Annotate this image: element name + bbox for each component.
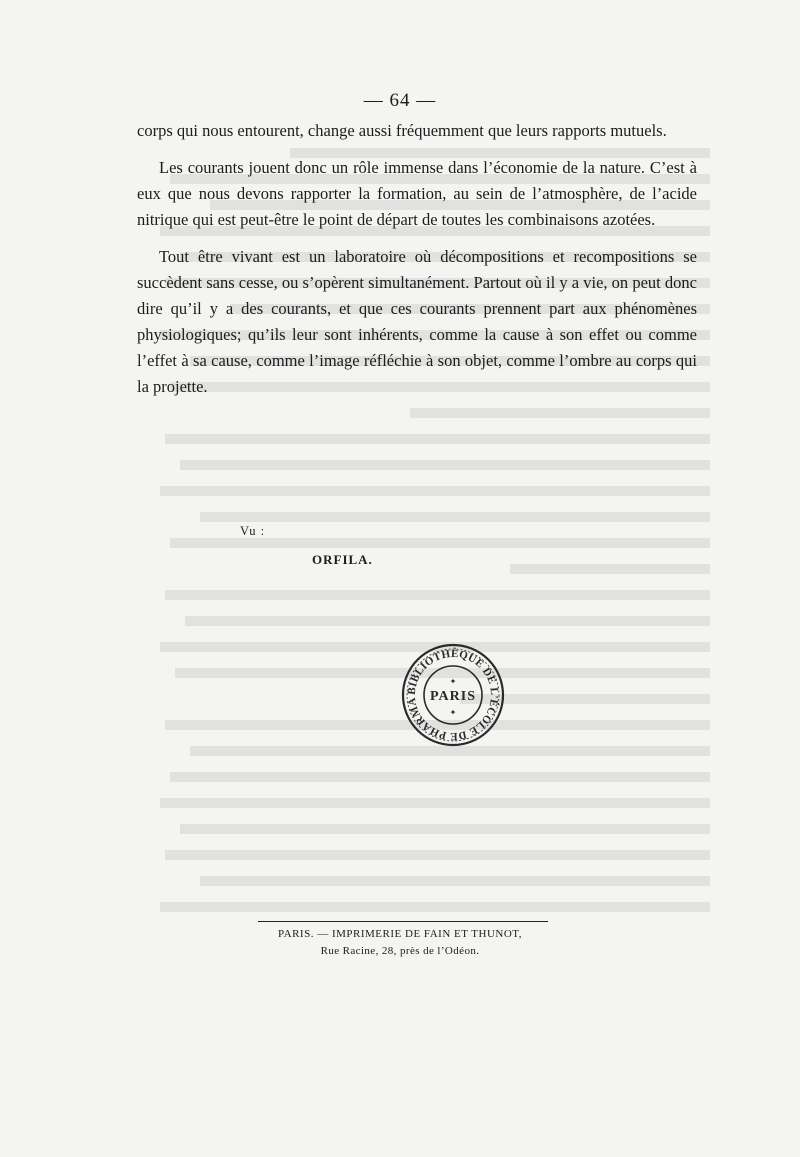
imprint-address: Rue Racine, 28, près de l’Odéon. — [320, 945, 480, 957]
paragraph: Les courants jouent donc un rôle immense dans l’économie de la nature. C’est à eux que nous devons rapporter la formation, au sein de l’atmosphère, de l’acide nitrique qui est peut-être le point de départ de toutes les combinaisons azotées. — [137, 158, 697, 229]
approval-vu: Vu : — [240, 524, 266, 538]
body-text — [137, 118, 697, 411]
paragraph: corps qui nous entourent, change aussi fréquemment que leurs rapports mutuels. — [137, 121, 667, 140]
imprint-divider — [258, 921, 548, 922]
svg-text:✦: ✦ — [449, 677, 457, 686]
page-number: — 64 — — [363, 90, 437, 111]
library-stamp-icon — [398, 640, 508, 750]
imprint-printer: PARIS. — IMPRIMERIE DE FAIN ET THUNOT, — [278, 928, 522, 940]
approval-signature: ORFILA. — [312, 552, 373, 567]
svg-text:✦: ✦ — [449, 708, 457, 717]
stamp-ring-text: BIBLIOTHÈQUE DE L'ÉCOLE DE PHARMA — [405, 647, 501, 743]
svg-text:PARIS: PARIS — [430, 689, 476, 704]
paragraph: Tout être vivant est un laboratoire où décompositions et recompositions se succèdent sans cesse, ou s’opèrent simultanément. Partout où il y a vie, on peut donc dire qu’il y a des courants, et que ces courants prennent part aux phénomènes physiologiques; qu’ils leur sont inhérents, comme la cause à son effet ou comme l’effet à sa cause, comme l’image réfléchie à son objet, comme l’ombre au corps qui la projette. — [137, 247, 697, 396]
library-stamp — [398, 640, 508, 750]
